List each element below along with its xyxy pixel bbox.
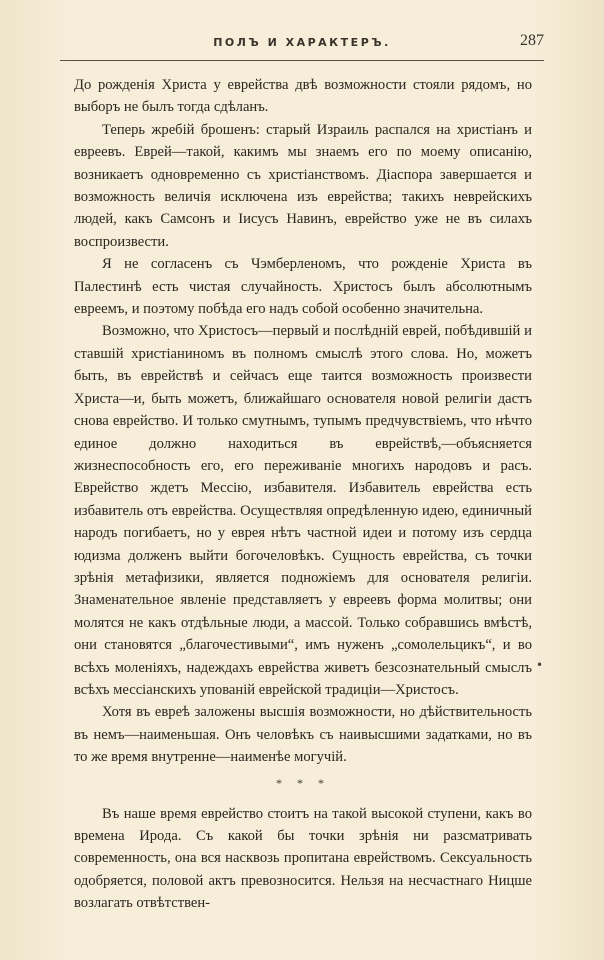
paragraph-6: Въ наше время еврейство стоитъ на такой высокой ступени, какъ во времена Ирода. Съ какой бы точки зрѣнія ни разсматривать современность, она вся насквозь пропитана еврействомъ. Сексуальность одобряется, половой актъ превозносится. Нельзя на несчастнаго Ницше возлагать отвѣтствен- [74,805,532,912]
page-header [60,32,544,56]
section-divider: * * * [276,775,330,790]
running-title: ПОЛЪ И ХАРАКТЕРЪ. [213,36,391,49]
paragraph-5: Хотя въ евреѣ заложены высшія возможности, но дѣйствительность въ немъ—наименьшая. Онъ человѣкъ съ наивысшими задатками, но въ то же время внутренне—наименѣе могучій. [74,704,532,766]
paragraph-4: Возможно, что Христосъ—первый и послѣдній еврей, побѣдившій и ставшій христіаниномъ въ полномъ смыслѣ этого слова. Но, можетъ быть, въ еврействѣ и сейчасъ еще таится возможность произвести Христа—и, быть можетъ, ближайшаго основателя новой религіи дастъ снова еврейство. И только смутнымъ, тупымъ предчувствіемъ, что нѣчто единое должно находиться въ еврействѣ,—объясняется жизнеспособность его, его переживаніе многихъ народовъ и расъ. Еврейство ждетъ Мессію, избавителя. Избавитель еврейства есть избавитель отъ еврейства. Осуществляя опредѣленную идею, единичный народъ погибаетъ, но у еврея нѣтъ частной идеи и потому изъ сердца юдизма долженъ выйти богочеловѣкъ. Сущность еврейства, съ точки зрѣнія метафизики, является подножіемъ для основателя религіи. Знаменательное явленіе представляетъ у евреевъ форма молитвы; они молятся не какъ отдѣльные люди, а массой. Только собравшись вмѣстѣ, они становятся „благочестивыми“, имъ нуженъ „сомолельцикъ“, и во всѣхъ моленіяхъ, надеждахъ еврейства живетъ безсознательный смыслъ всѣхъ мессіанскихъ упованій еврейской традиціи—Христосъ. [74,323,532,698]
page-number: 287 [520,32,544,49]
header-rule [60,60,544,61]
margin-mark: • [536,658,544,672]
paragraph-1: До рожденія Христа у еврейства двѣ возможности стояли рядомъ, но выборъ не былъ тогда сдѣланъ. [74,77,532,116]
paragraph-2: Теперь жребій брошенъ: старый Израиль распался на христіанъ и евреевъ. Еврей—такой, какимъ мы знаемъ его по моему описанію, возникаетъ одновременно съ христіанствомъ. Діаспора завершается и возможность величія исключена изъ еврейства; такихъ неврейскихъ людей, какъ Самсонъ и Іисусъ Навинъ, еврейство уже не въ силахъ воспроизвести. [74,121,532,250]
paragraph-3: Я не согласенъ съ Чэмберленомъ, что рожденіе Христа въ Палестинѣ есть чистая случайность. Христосъ былъ абсолютнымъ евреемъ, и поэтому побѣда его надъ собой особенно значительна. [74,256,532,318]
page-body [74,74,532,915]
